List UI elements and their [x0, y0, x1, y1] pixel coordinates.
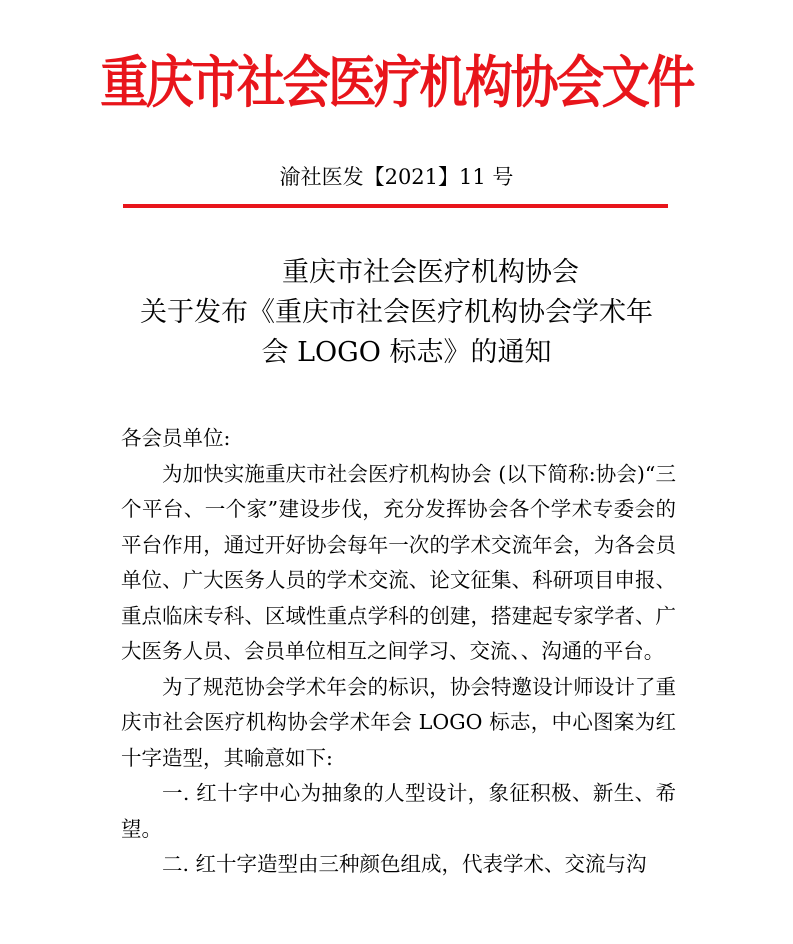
header-red-divider	[123, 204, 668, 208]
notice-title-line-1: 重庆市社会医疗机构协会	[282, 257, 579, 288]
body-paragraph-3: 一. 红十字中心为抽象的人型设计，象征积极、新生、希望。	[121, 781, 676, 841]
document-number: 渝社医发【2021】11 号	[279, 165, 514, 189]
notice-title-line-3: 会 LOGO 标志》的通知	[261, 337, 552, 368]
document-header-title: 重庆市社会医疗机构协会文件	[100, 51, 693, 116]
salutation: 各会员单位:	[121, 426, 231, 450]
notice-title	[0, 253, 793, 373]
body-paragraph-2: 为了规范协会学术年会的标识，协会特邀设计师设计了重庆市社会医疗机构协会学术年会 LOGO 标志，中心图案为红十字造型，其喻意如下:	[121, 674, 676, 770]
notice-title-line-2: 关于发布《重庆市社会医疗机构协会学术年	[140, 297, 653, 328]
body-paragraph-1: 为加快实施重庆市社会医疗机构协会 (以下简称:协会)“三个平台、一个家”建设步伐，充分发挥协会各个学术专委会的平台作用，通过开好协会每年一次的学术交流年会，为各会员单位、广大医务人员的学术交流、论文征集、科研项目申报、重点临床专科、区域性重点学科的创建，搭建起专家学者、广大医务人员、会员单位相互之间学习、交流、、沟通的平台。	[121, 461, 676, 663]
document-body	[121, 421, 676, 883]
body-paragraph-4: 二. 红十字造型由三种颜色组成，代表学术、交流与沟	[162, 852, 647, 876]
